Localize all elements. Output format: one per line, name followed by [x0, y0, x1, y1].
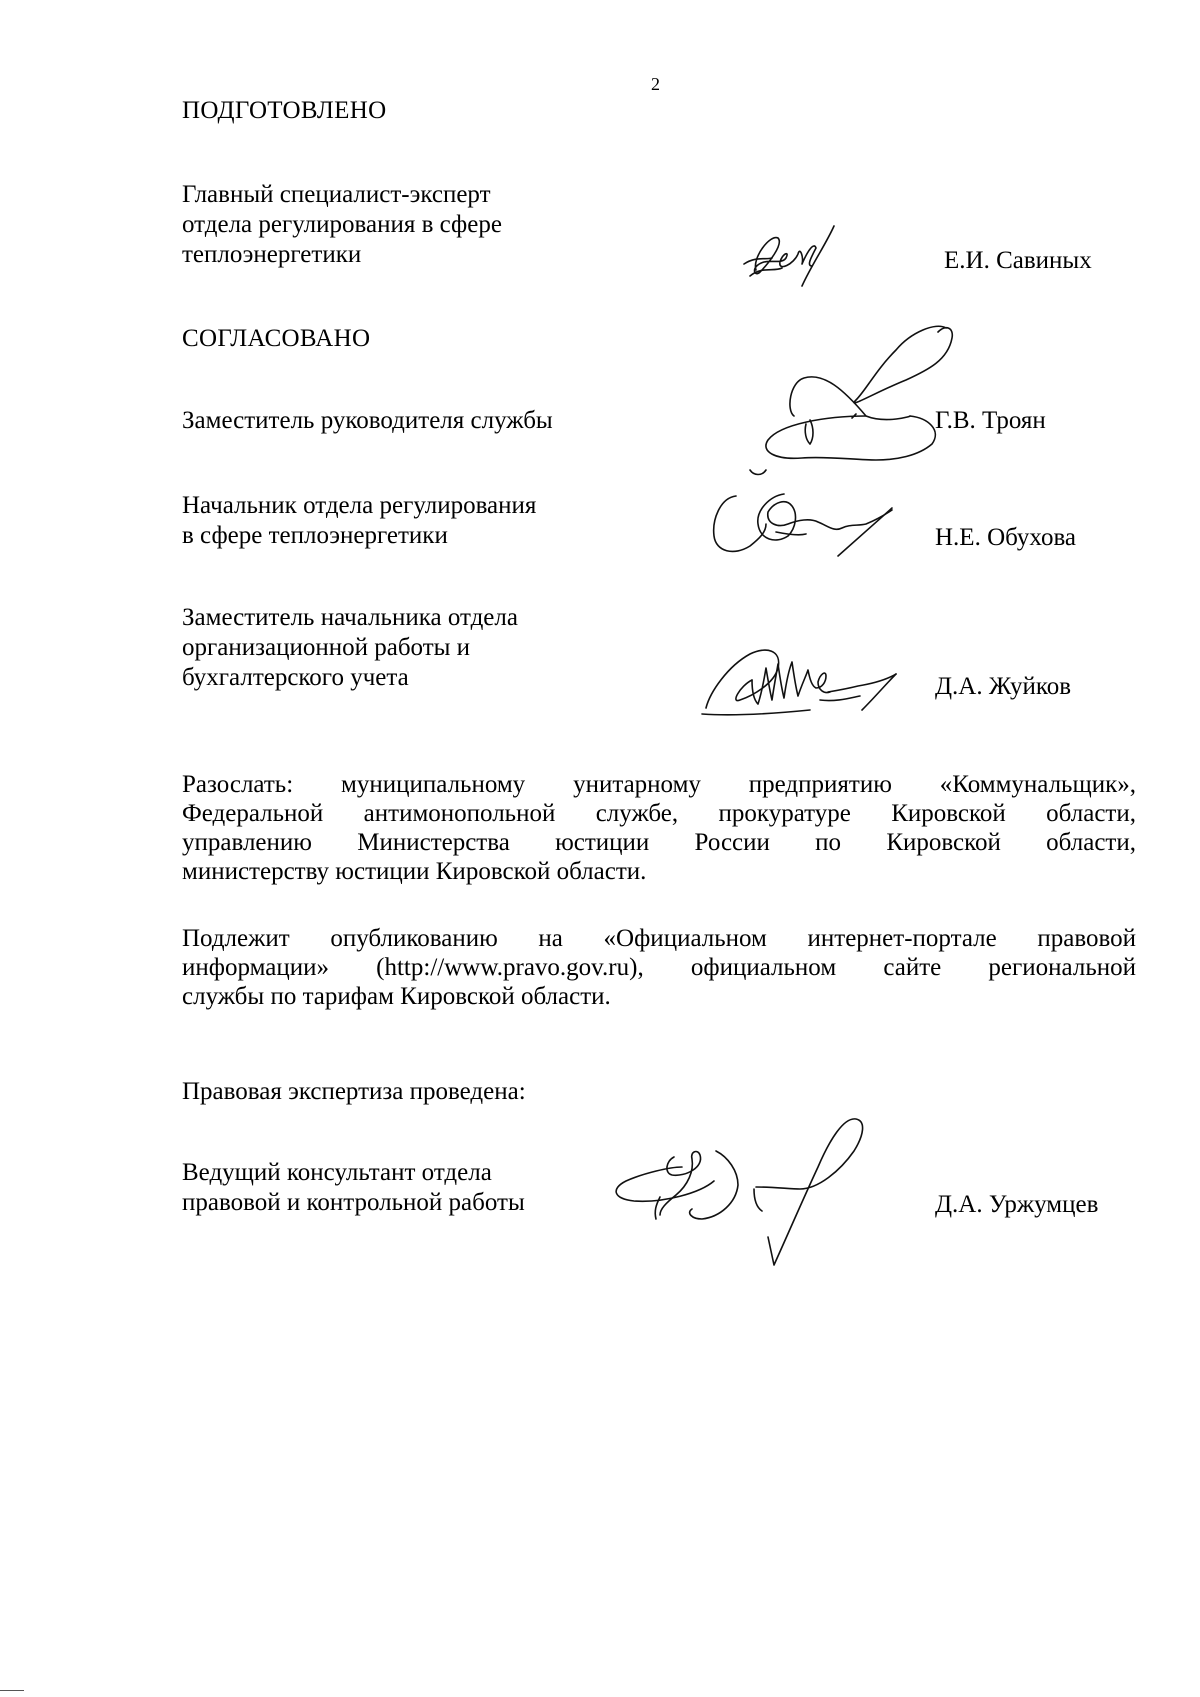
position-line: Заместитель начальника отдела	[182, 604, 518, 631]
scan-edge-mark	[0, 1690, 24, 1691]
position-line: теплоэнергетики	[182, 241, 362, 268]
paragraph-line: Федеральной антимонопольной службе, прокуратуре Кировской области,	[182, 800, 1136, 827]
paragraph-line: управлению Министерства юстиции России по Кировской области,	[182, 829, 1136, 856]
signer-name: Н.Е. Обухова	[935, 524, 1077, 551]
position-line: Заместитель руководителя службы	[182, 407, 553, 434]
signature-troyan	[706, 320, 956, 480]
paragraph-line: службы по тарифам Кировской области.	[182, 983, 611, 1010]
signature-urzhumtsev	[604, 1115, 884, 1275]
position-line: правовой и контрольной работы	[182, 1189, 525, 1216]
distribution-paragraph	[182, 770, 1136, 886]
position-line: бухгалтерского учета	[182, 664, 409, 691]
paragraph-line: Подлежит опубликованию на «Официальном интернет-портале правовой	[182, 925, 1136, 952]
signer-name: Е.И. Савиных	[944, 247, 1092, 274]
position-line: Главный специалист-эксперт	[182, 181, 491, 208]
signer-name: Д.А. Жуйков	[935, 673, 1072, 700]
position-line: Начальник отдела регулирования	[182, 492, 537, 519]
signer-position	[182, 603, 518, 693]
page-number: 2	[651, 74, 660, 94]
position-line: отдела регулирования в сфере	[182, 211, 502, 238]
legal-review-position	[182, 1158, 525, 1218]
paragraph-line: информации» (http://www.pravo.gov.ru), официальном сайте региональной	[182, 954, 1136, 981]
position-line: в сфере теплоэнергетики	[182, 522, 448, 549]
signer-name: Д.А. Уржумцев	[935, 1191, 1099, 1218]
signature-savinykh	[742, 220, 862, 290]
position-line: Ведущий консультант отдела	[182, 1159, 492, 1186]
signer-position	[182, 406, 553, 436]
signer-name: Г.В. Троян	[935, 407, 1046, 434]
signer-position	[182, 491, 536, 551]
prepared-heading: ПОДГОТОВЛЕНО	[182, 97, 387, 124]
signature-obukhova	[706, 484, 906, 564]
paragraph-line: министерству юстиции Кировской области.	[182, 858, 647, 885]
signature-zhuikov	[700, 640, 920, 720]
paragraph-line: Разослать: муниципальному унитарному предприятию «Коммунальщик»,	[182, 771, 1136, 798]
agreed-heading: СОГЛАСОВАНО	[182, 325, 371, 352]
position-line: организационной работы и	[182, 634, 471, 661]
publication-paragraph	[182, 924, 1136, 1011]
legal-review-heading: Правовая экспертиза проведена:	[182, 1078, 526, 1105]
prepared-position	[182, 180, 502, 270]
